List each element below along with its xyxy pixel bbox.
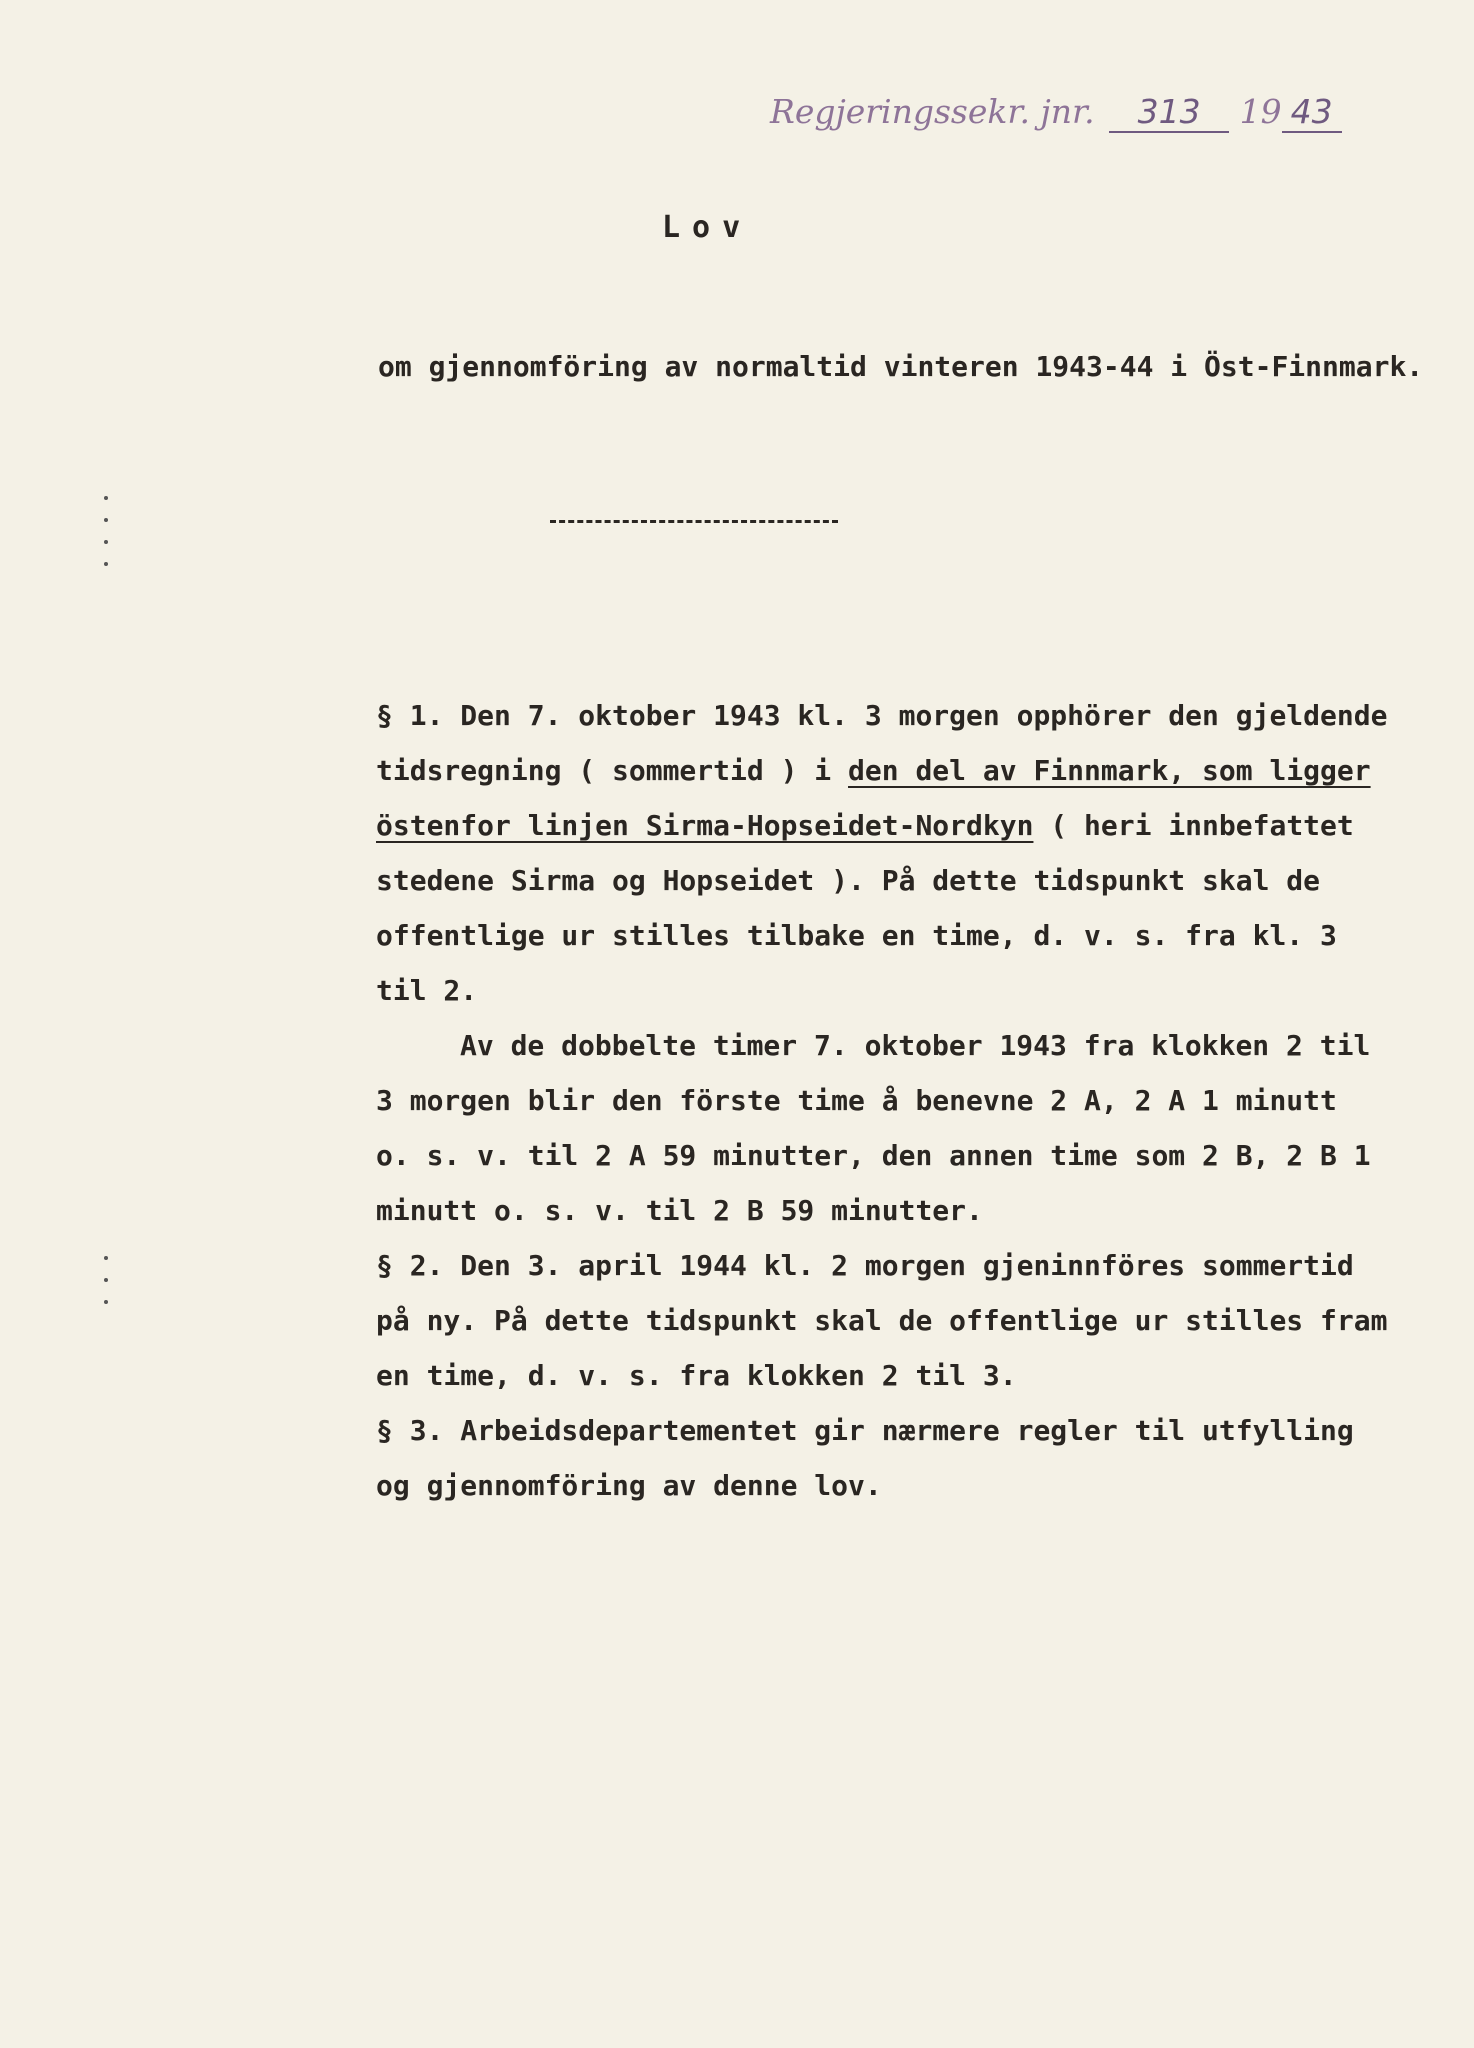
section-1-line-8: 3 morgen blir den förste time å benevne 2 A, 2 A 1 minutt xyxy=(376,1084,1337,1117)
section-2-line-1: § 2. Den 3. april 1944 kl. 2 morgen gjeninnföres sommertid xyxy=(376,1249,1354,1282)
law-text xyxy=(376,688,1406,1513)
section-1-line-3-end: ( heri innbefattet xyxy=(1033,809,1354,842)
section-2-line-2: på ny. På dette tidspunkt skal de offentlige ur stilles fram xyxy=(376,1304,1388,1337)
stamp-label: Regjeringssekr. jnr. xyxy=(770,92,1095,131)
section-1-line-7: Av de dobbelte timer 7. oktober 1943 fra klokken 2 til xyxy=(460,1029,1371,1062)
document-title: Lov xyxy=(662,210,753,245)
section-3-line-2: og gjennomföring av denne lov. xyxy=(376,1469,882,1502)
document-subtitle: om gjennomföring av normaltid vinteren 1943-44 i Öst-Finnmark. xyxy=(378,350,1424,383)
binding-holes-bottom xyxy=(104,1256,112,1322)
section-1-line-6: til 2. xyxy=(376,974,478,1007)
stamp-journal-number: 313 xyxy=(1109,92,1229,133)
registry-stamp xyxy=(770,92,1342,133)
section-1-line-2-start: tidsregning ( sommertid ) i xyxy=(376,754,849,787)
section-1-line-2 xyxy=(376,743,1406,798)
binding-holes-top xyxy=(104,496,112,584)
section-1-underlined-line: östenfor linjen Sirma-Hopseidet-Nordkyn xyxy=(376,809,1034,842)
stamp-year-prefix: 19 xyxy=(1239,92,1282,131)
section-2-line-3: en time, d. v. s. fra klokken 2 til 3. xyxy=(376,1359,1017,1392)
section-1-line-3 xyxy=(376,798,1406,853)
section-1-underlined-region: den del av Finnmark, som ligger xyxy=(848,754,1371,787)
section-1-line-10: minutt o. s. v. til 2 B 59 minutter. xyxy=(376,1194,983,1227)
stamp-year-suffix: 43 xyxy=(1282,92,1342,133)
section-3-line-1: § 3. Arbeidsdepartementet gir nærmere regler til utfylling xyxy=(376,1414,1354,1447)
section-1-line-5: offentlige ur stilles tilbake en time, d. v. s. fra kl. 3 xyxy=(376,919,1337,952)
divider-line xyxy=(550,520,838,523)
section-1-line-9: o. s. v. til 2 A 59 minutter, den annen time som 2 B, 2 B 1 xyxy=(376,1139,1371,1172)
section-1-line-1: § 1. Den 7. oktober 1943 kl. 3 morgen opphörer den gjeldende xyxy=(376,699,1388,732)
section-1-line-4: stedene Sirma og Hopseidet ). På dette tidspunkt skal de xyxy=(376,864,1321,897)
